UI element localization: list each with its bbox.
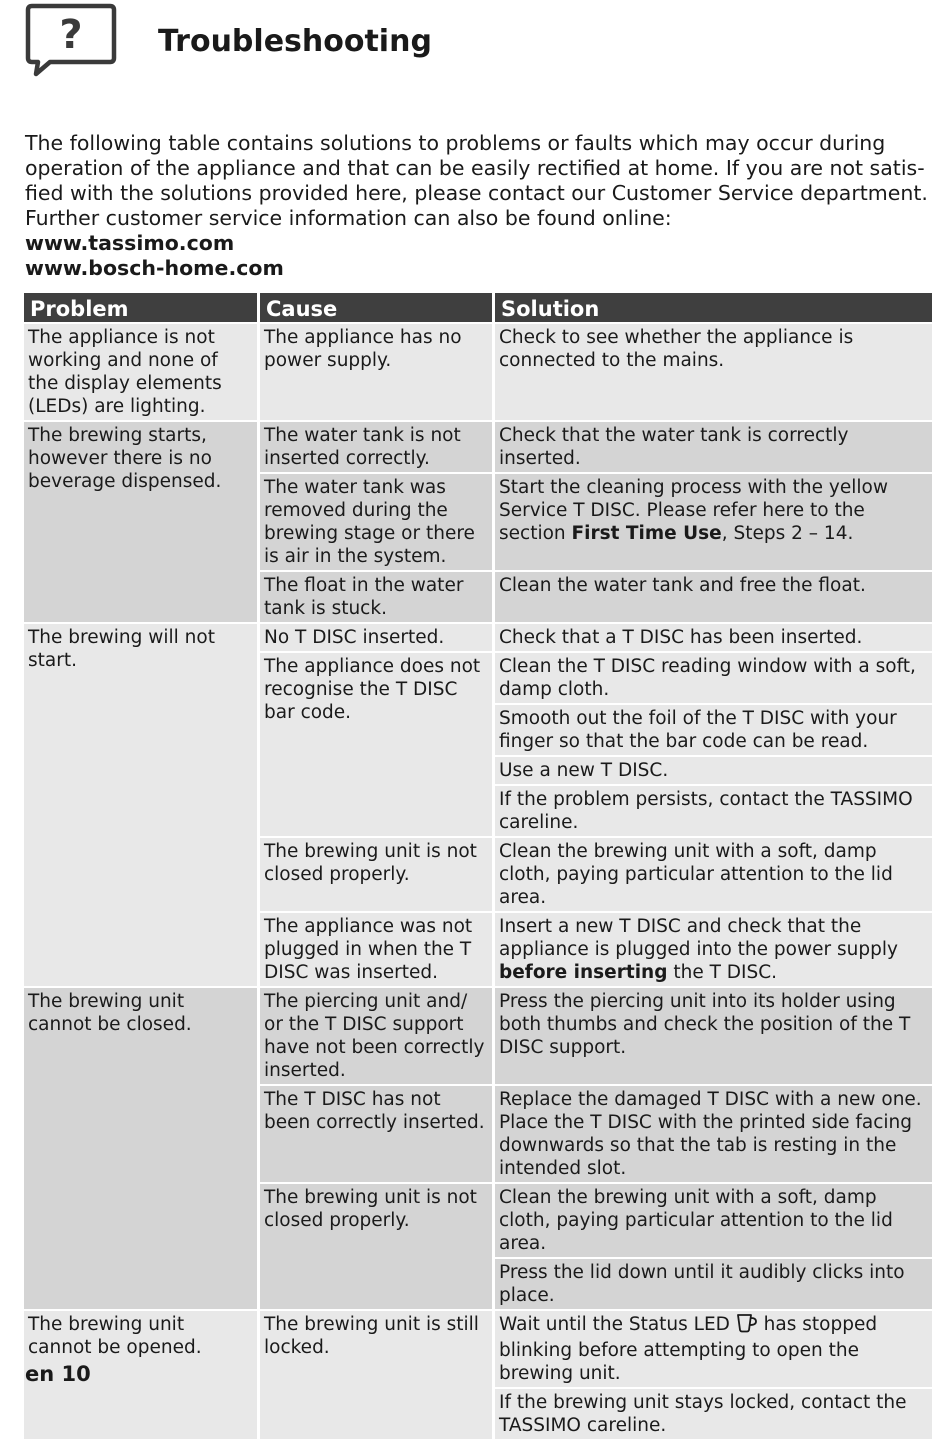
- cause-cell: The float in the water tank is stuck.: [260, 572, 492, 622]
- question-speech-bubble-icon: [24, 2, 118, 78]
- solution-text: Start the cleaning process with the yellow Service T DISC. Please refer here to the section: [499, 477, 888, 544]
- cause-cell: No T DISC inserted.: [260, 624, 492, 651]
- table-row: [24, 988, 932, 1084]
- cause-cell: The T DISC has not been correctly inserted.: [260, 1086, 492, 1182]
- header-problem: Problem: [24, 293, 257, 322]
- emphasis-text: before inserting: [499, 962, 668, 983]
- solution-cell: Clean the water tank and free the float.: [495, 572, 932, 622]
- solution-text: the T DISC.: [667, 962, 777, 983]
- intro-paragraph: [25, 131, 935, 281]
- solution-cell: Press the piercing unit into its holder using both thumbs and check the position of the T DISC support.: [495, 988, 932, 1084]
- table-row: [24, 1311, 932, 1387]
- solution-cell: Replace the damaged T DISC with a new one. Place the T DISC with the printed side facing downwards so that the tab is resting in the intended slot.: [495, 1086, 932, 1182]
- intro-text: The following table contains solutions to problems or faults which may occur during operation of the appliance and that can be easily rectified at home. If you are not satis-fied with the solutions provided here, please contact our Customer Service department. Further customer service information can also be found online:: [25, 131, 928, 230]
- table-header-row: [24, 293, 932, 322]
- solution-cell: Smooth out the foil of the T DISC with your finger so that the bar code can be read.: [495, 705, 932, 755]
- header-cause: Cause: [260, 293, 492, 322]
- solution-cell: Clean the brewing unit with a soft, damp cloth, paying particular attention to the lid area.: [495, 1184, 932, 1257]
- problem-cell: The brewing will not start.: [24, 624, 257, 986]
- solution-cell: [495, 1311, 932, 1387]
- solution-cell: [495, 913, 932, 986]
- cause-cell: The appliance does not recognise the T DISC bar code.: [260, 653, 492, 836]
- solution-cell: Check that the water tank is correctly inserted.: [495, 422, 932, 472]
- cause-cell: The water tank was removed during the brewing stage or there is air in the system.: [260, 474, 492, 570]
- cause-cell: The brewing unit is not closed properly.: [260, 1184, 492, 1309]
- solution-cell: Press the lid down until it audibly clicks into place.: [495, 1259, 932, 1309]
- solution-text: Wait until the Status LED: [499, 1314, 736, 1335]
- cause-cell: The water tank is not inserted correctly.: [260, 422, 492, 472]
- problem-cell: The brewing unit cannot be closed.: [24, 988, 257, 1309]
- table-row: [24, 324, 932, 420]
- problem-cell: The brewing unit cannot be opened.: [24, 1311, 257, 1439]
- solution-cell: Check that a T DISC has been inserted.: [495, 624, 932, 651]
- solution-cell: Check to see whether the appliance is connected to the mains.: [495, 324, 932, 420]
- page-number: en 10: [25, 1362, 91, 1386]
- solution-text: has stopped blinking before attempting to open the brewing unit.: [499, 1314, 878, 1384]
- table-row: [24, 422, 932, 472]
- problem-cell: The brewing starts, however there is no beverage dispensed.: [24, 422, 257, 622]
- problem-cell: The appliance is not working and none of the display elements (LEDs) are lighting.: [24, 324, 257, 420]
- cause-cell: The brewing unit is not closed properly.: [260, 838, 492, 911]
- troubleshooting-table: [21, 291, 935, 1441]
- link-tassimo[interactable]: www.tassimo.com: [25, 231, 235, 255]
- link-bosch-home[interactable]: www.bosch-home.com: [25, 256, 284, 280]
- svg-text:?: ?: [59, 12, 83, 58]
- solution-cell: If the problem persists, contact the TASSIMO careline.: [495, 786, 932, 836]
- cause-cell: The appliance was not plugged in when the T DISC was inserted.: [260, 913, 492, 986]
- solution-cell: Use a new T DISC.: [495, 757, 932, 784]
- table-row: [24, 624, 932, 651]
- solution-cell: [495, 474, 932, 570]
- page-title: Troubleshooting: [158, 24, 432, 59]
- cup-status-led-icon: [736, 1313, 758, 1339]
- solution-cell: If the brewing unit stays locked, contact the TASSIMO careline.: [495, 1389, 932, 1439]
- solution-cell: Clean the T DISC reading window with a soft, damp cloth.: [495, 653, 932, 703]
- cause-cell: The appliance has no power supply.: [260, 324, 492, 420]
- cause-cell: The piercing unit and/ or the T DISC support have not been correctly inserted.: [260, 988, 492, 1084]
- solution-cell: Clean the brewing unit with a soft, damp cloth, paying particular attention to the lid area.: [495, 838, 932, 911]
- solution-text: , Steps 2 – 14.: [721, 523, 854, 544]
- header-solution: Solution: [495, 293, 932, 322]
- cause-cell: The brewing unit is still locked.: [260, 1311, 492, 1439]
- solution-text: Insert a new T DISC and check that the appliance is plugged into the power supply: [499, 916, 898, 960]
- section-reference: First Time Use: [571, 523, 722, 544]
